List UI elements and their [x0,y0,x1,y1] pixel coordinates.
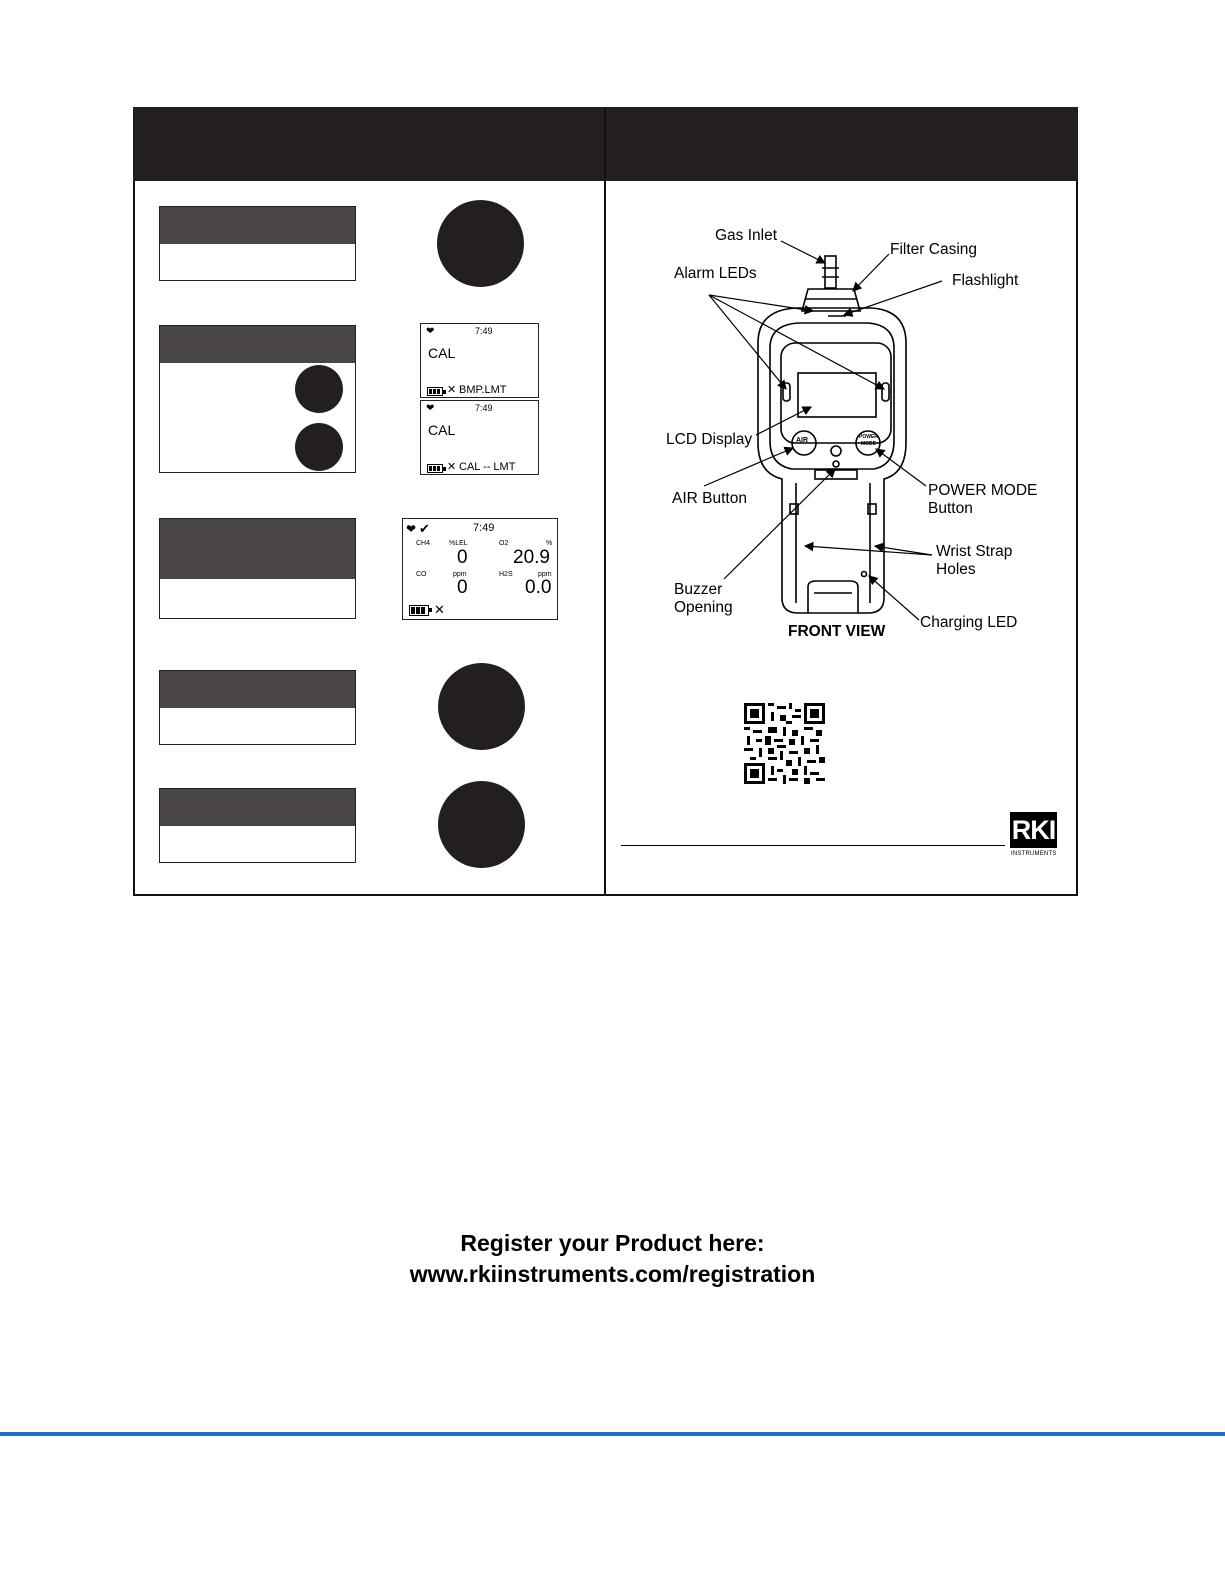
label-filter-casing: Filter Casing [890,241,977,258]
lcd-time: 7:49 [475,326,493,336]
gas-unit: % [546,540,553,547]
device-air-label: AIR [796,437,809,444]
device-mode-label: MODE [861,441,876,447]
lcd-title: CAL [428,422,456,438]
label-air-button: AIR Button [672,490,747,507]
registration-heading: Register your Product here: [460,1230,765,1256]
gas-inlet [825,256,836,288]
logo-subtext: INSTRUMENTS [1011,851,1057,857]
check-icon: ✔ [419,521,430,536]
panel-footer-rule [621,845,1005,846]
lcd-time: 7:49 [473,522,495,534]
footer-blue-rule [0,1432,1225,1436]
lcd-status: CAL -- LMT [459,461,516,473]
label-power-mode: POWER MODE [928,482,1038,499]
heart-icon: ❤ [426,326,435,337]
label-gas-inlet: Gas Inlet [715,227,778,244]
sensor-icon: ✕ [434,602,445,617]
button-indicator-1 [437,200,524,287]
gas-name: CH4 [416,540,431,547]
step-card-4 [159,670,356,745]
step-card-header [160,207,355,244]
step-card-5 [159,788,356,863]
qr-code[interactable] [744,703,825,784]
logo-text: RKI [1011,815,1056,845]
button-indicator-4 [438,663,525,750]
battery-icon [409,605,429,616]
gas-name: H2S [499,571,513,578]
label-front-view: FRONT VIEW [788,623,886,640]
gas-unit: ppm [453,571,467,578]
label-lcd-display: LCD Display [666,431,753,448]
label-wrist-strap-holes: Holes [936,561,976,578]
device-power-label: POWER [859,434,878,440]
alarm-led-right [882,383,889,401]
label-flashlight: Flashlight [952,272,1019,289]
lcd-screen-cal [420,400,539,475]
button-indicator-2a [295,365,343,413]
step-card-3 [159,518,356,619]
lcd-screen-bump [420,323,539,398]
label-wrist-strap: Wrist Strap [936,543,1013,560]
label-buzzer-opening: Opening [674,599,733,616]
gas-unit: ppm [538,571,552,578]
sensor-icon: ✕ [447,461,457,473]
gas-value: 20.9 [513,547,550,568]
label-charging-led: Charging LED [920,614,1018,631]
battery-icon [427,464,443,473]
gas-name: CO [416,571,427,578]
step-card-header [160,519,355,579]
battery-icon [427,387,443,396]
step-card-header [160,789,355,826]
gas-name: O2 [499,540,509,547]
charging-led [862,572,867,577]
gas-value: 0 [457,547,468,568]
button-indicator-5 [438,781,525,868]
label-buzzer: Buzzer [674,581,723,598]
rki-logo [1010,812,1057,848]
registration-url[interactable]: www.rkiinstruments.com/registration [409,1261,816,1287]
button-indicator-2b [295,423,343,471]
lcd-title: CAL [428,345,456,361]
label-power-mode-button: Button [928,500,973,517]
lcd-status: BMP.LMT [459,384,507,396]
device-body [758,308,906,613]
label-alarm-leds: Alarm LEDs [674,265,757,282]
step-card-1 [159,206,356,281]
sensor-icon: ✕ [447,384,457,396]
gas-value: 0 [457,577,468,598]
device-lcd-window [798,373,876,417]
step-card-header [160,326,355,363]
lcd-time: 7:49 [475,403,493,413]
step-card-header [160,671,355,708]
gas-value: 0.0 [525,577,552,598]
gas-unit: %LEL [449,540,468,547]
buzzer-opening [831,446,841,456]
heart-icon: ❤ [406,522,417,536]
lcd-screen-measure [402,518,558,620]
heart-icon: ❤ [426,403,435,414]
